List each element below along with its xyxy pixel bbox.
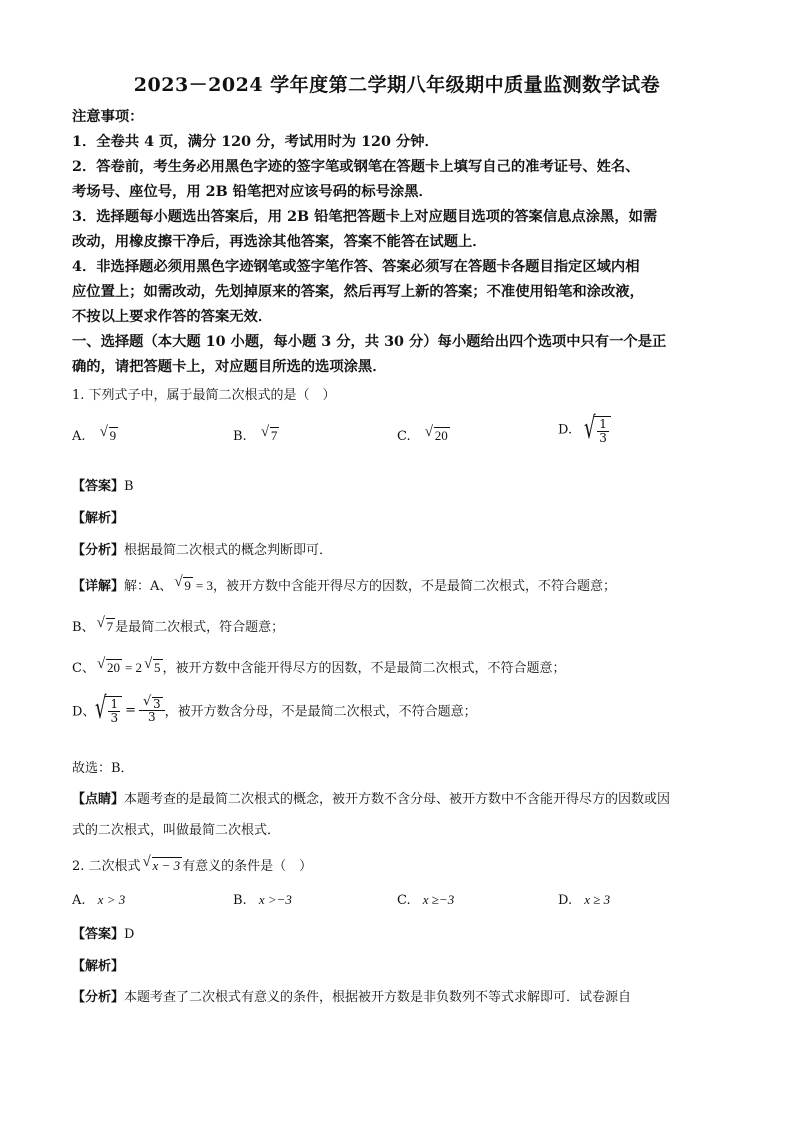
q2-option-b: B. x >−3 xyxy=(233,892,292,908)
option-label: D. xyxy=(558,422,573,438)
notice-item: 考场号、座位号，用 2B 铅笔把对应该号码的标号涂黑． xyxy=(72,184,433,200)
q2-option-c: C. x ≥−3 xyxy=(397,892,455,908)
sqrt-expression: √ 7 xyxy=(96,615,114,634)
q1-detail-c: C、 √ 20 = 2 √ 5 ，被开方数中含能开得尽方的因数，不是最简二次根式，不符合题意； xyxy=(72,656,566,676)
q1-detail-b: B、 √ 7 是最简二次根式，符合题意； xyxy=(72,615,285,635)
q1-analysis-tag: 【解析】 xyxy=(72,511,125,526)
section-heading: 一、选择题（本大题 10 小题，每小题 3 分，共 30 分）每小题给出四个选项中只有一个是正 xyxy=(72,334,667,350)
page-title: 2023－2024 学年度第二学期八年级期中质量监测数学试卷 xyxy=(133,74,661,96)
q1-detail-a: 【详解】解：A、 √ 9 = 3，被开方数中含能开得尽方的因数，不是最简二次根式，不符合题意； xyxy=(72,574,617,594)
q2-analysis-tag: 【解析】 xyxy=(72,959,125,974)
fraction: √ 3 3 xyxy=(139,697,165,724)
q1-fenxi: 【分析】根据最简二次根式的概念判断即可． xyxy=(72,543,333,558)
notice-item: 应位置上；如需改动，先划掉原来的答案，然后再写上新的答案；不准使用铅笔和涂改液， xyxy=(72,284,644,300)
q1-dianjing-cont: 式的二次根式，叫做最简二次根式． xyxy=(72,823,281,838)
q1-dianjing: 【点睛】本题考查的是最简二次根式的概念，被开方数不含分母、被开方数中不含能开得尽方的因数或因 xyxy=(72,792,671,807)
q2-fenxi: 【分析】本题考查了二次根式有意义的条件，根据被开方数是非负数列不等式求解即可．试卷源自 xyxy=(72,990,632,1005)
q1-option-d xyxy=(558,411,611,446)
notice-heading: 注意事项： xyxy=(72,109,144,125)
sqrt-expression: √ x − 3 xyxy=(142,854,181,873)
notice-item: 3．选择题每小题选出答案后，用 2B 铅笔把答题卡上对应题目选项的答案信息点涂黑，如需 xyxy=(72,209,658,225)
sqrt-expression: √ 7 xyxy=(260,424,278,443)
notice-item: 2．答卷前，考生务必用黑色字迹的签字笔或钢笔在答题卡上填写自己的准考证号、姓名、 xyxy=(72,159,640,175)
q1-choice: 故选：B． xyxy=(72,761,134,776)
q1-answer: 【答案】B xyxy=(72,479,134,494)
question-2-stem: 2. 二次根式 √ x − 3 有意义的条件是（ ） xyxy=(72,854,313,874)
q1-detail-d: D、 √ $\frac{1}{3}$ = √ 3 3 ，被开方数含分母，不是最简二次根式，不符合题意； xyxy=(72,691,477,726)
sqrt-expression: √ 5 xyxy=(144,656,161,675)
question-1-stem: 1. 下列式子中，属于最简二次根式的是（ ） xyxy=(72,388,336,403)
sqrt-fraction: √ $\frac{1}{3}$ xyxy=(584,416,611,444)
sqrt-fraction: √ $\frac{1}{3}$ xyxy=(95,696,122,724)
q2-answer: 【答案】D xyxy=(72,927,135,942)
q2-option-d: D. x ≥ 3 xyxy=(558,892,611,908)
sqrt-expression: √ 9 xyxy=(174,574,191,593)
q1-option-c xyxy=(397,424,450,444)
option-label: C. xyxy=(397,429,411,444)
notice-item: 1．全卷共 4 页，满分 120 分，考试用时为 120 分钟． xyxy=(72,134,439,150)
q2-option-a: A. x > 3 xyxy=(72,892,126,908)
sqrt-expression: √ 20 xyxy=(424,424,448,443)
option-label: B. xyxy=(233,429,247,444)
sqrt-expression: √ 20 xyxy=(96,656,120,675)
section-heading-cont: 确的，请把答题卡上，对应题目所选的选项涂黑． xyxy=(72,359,387,375)
notice-item: 不按以上要求作答的答案无效． xyxy=(72,309,273,325)
notice-item: 改动，用橡皮擦干净后，再选涂其他答案，答案不能答在试题上． xyxy=(72,234,487,250)
notice-item: 4．非选择题必须用黑色字迹钢笔或签字笔作答、答案必须写在答题卡各题目指定区域内相 xyxy=(72,259,640,275)
option-label: A. xyxy=(72,429,86,444)
q1-option-b xyxy=(233,424,279,444)
sqrt-expression: √ 9 xyxy=(99,424,117,443)
q1-option-a xyxy=(72,424,118,444)
